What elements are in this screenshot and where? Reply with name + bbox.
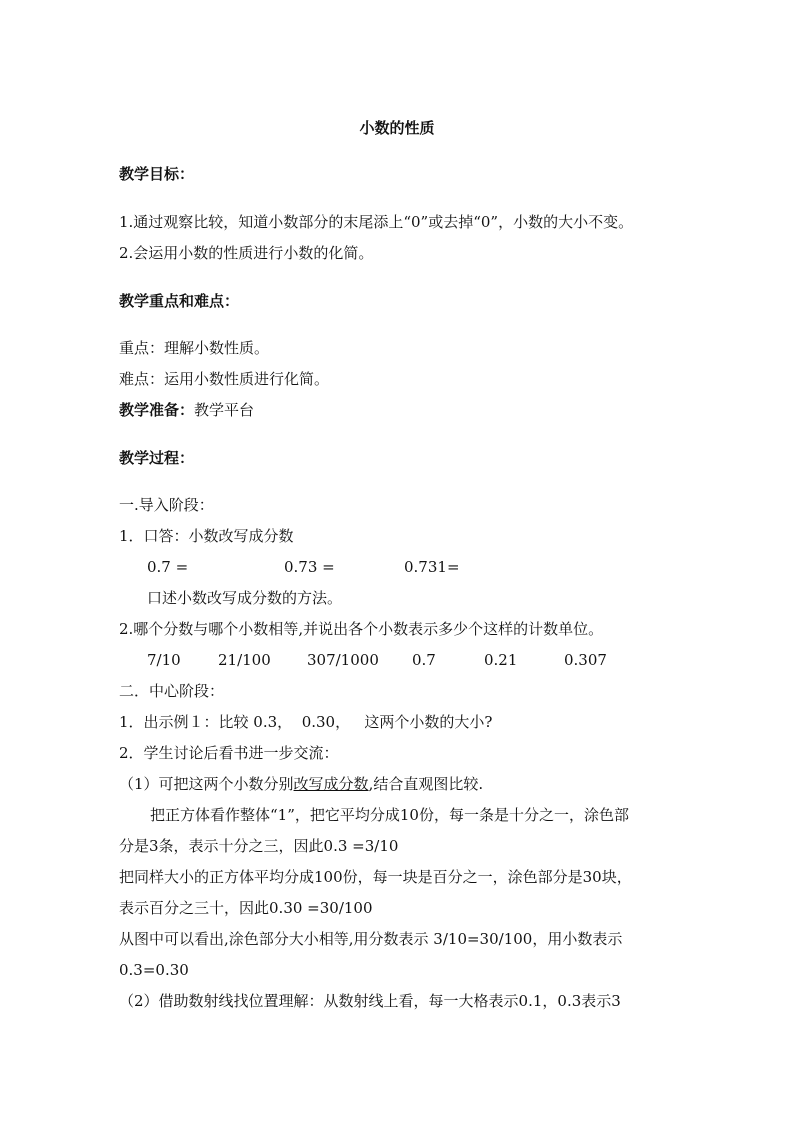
stage2-s1 [119,774,483,794]
s1-paragraph-line: 表示百分之三十，因此0.30 =30/100 [119,899,373,917]
prep-label: 教学准备： [119,401,195,419]
s1-post: ,结合直观图比较. [368,775,484,793]
q2-item: 0.307 [564,651,607,669]
stage2-heading: 二．中心阶段： [119,682,225,700]
page-title: 小数的性质 [359,119,435,137]
prep-line [119,400,254,420]
s1-paragraph-line: 分是3条，表示十分之三，因此0.3 =3/10 [119,837,399,855]
q1-item: 0.7 = [147,558,189,576]
q2-item: 21/100 [218,651,271,669]
q1-item: 0.73 = [284,558,335,576]
s1-paragraph-line: 从图中可以看出,涂色部分大小相等,用分数表示 3/10=30/100，用小数表示 [119,930,623,948]
stage1-q1: 1．口答：小数改写成分数 [119,527,294,545]
stage1-heading: 一.导入阶段： [119,496,214,514]
stage2-p1: 1．出示例１：比较 0.3， 0.30， 这两个小数的大小? [119,713,493,731]
q1-item: 0.731= [404,558,460,576]
s1-underlined: 改写成分数 [293,775,369,793]
q2-item: 7/10 [147,651,181,669]
stage2-s2: （2）借助数射线找位置理解：从数射线上看，每一大格表示0.1，0.3表示3 [119,992,621,1010]
key-point: 重点：理解小数性质。 [119,339,270,357]
goals-heading: 教学目标： [119,165,195,183]
goal-item: 2.会运用小数的性质进行小数的化简。 [119,244,374,262]
s1-paragraph-line: 把同样大小的正方体平均分成100份，每一块是百分之一，涂色部分是30块， [119,868,632,886]
s1-paragraph-line: 0.3=0.30 [119,961,189,979]
prep-value: 教学平台 [194,401,255,419]
goal-item: 1.通过观察比较，知道小数部分的末尾添上“0”或去掉“0”，小数的大小不变。 [119,213,634,231]
stage2-p2: 2．学生讨论后看书进一步交流： [119,744,339,762]
process-heading: 教学过程： [119,449,195,467]
difficult-point: 难点：运用小数性质进行化简。 [119,370,330,388]
q2-item: 0.7 [412,651,436,669]
s1-pre: （1）可把这两个小数分别 [119,775,294,793]
s1-paragraph-line: 把正方体看作整体“1”，把它平均分成10份，每一条是十分之一，涂色部 [150,806,629,824]
stage1-q2: 2.哪个分数与哪个小数相等,并说出各个小数表示多少个这样的计数单位。 [119,620,604,638]
q2-item: 307/1000 [307,651,379,669]
q2-item: 0.21 [484,651,518,669]
key-heading: 教学重点和难点： [119,292,240,310]
stage1-q1-note: 口述小数改写成分数的方法。 [147,589,343,607]
